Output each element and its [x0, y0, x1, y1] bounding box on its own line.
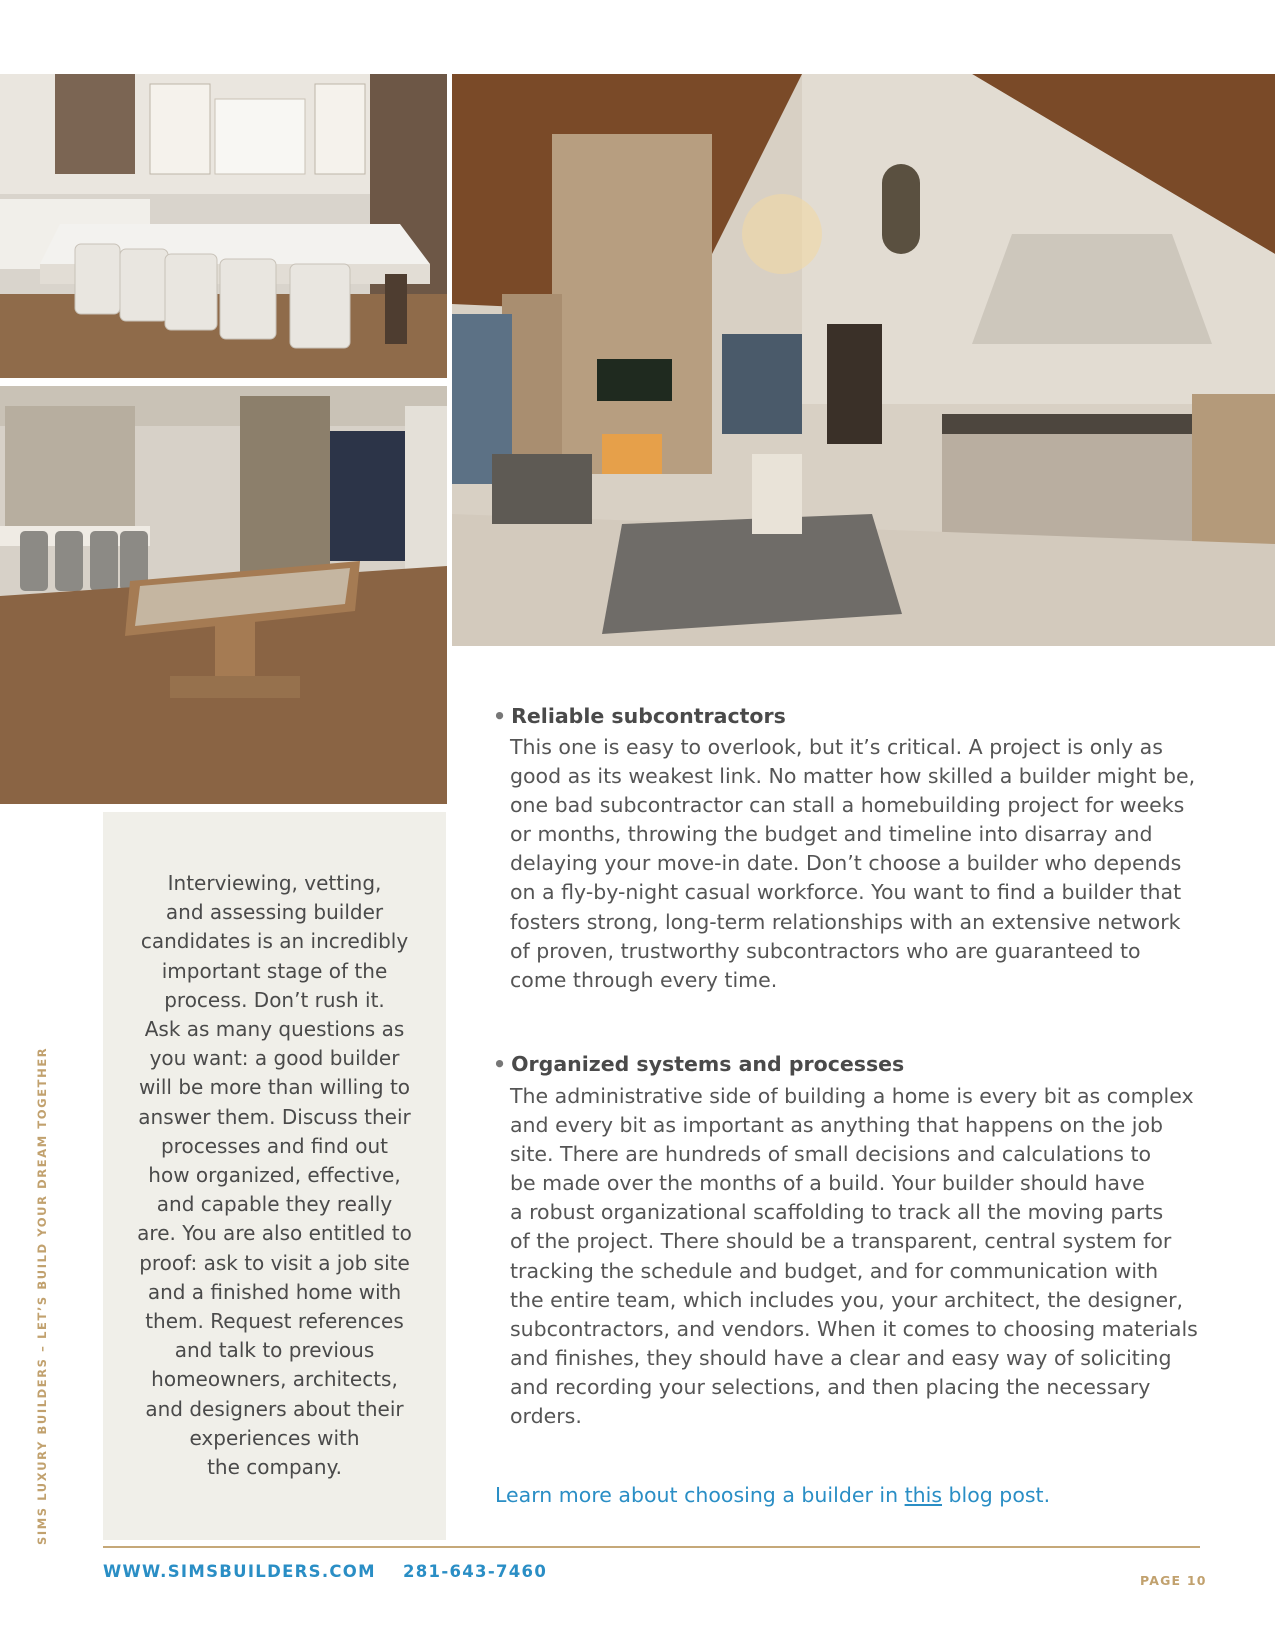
blog-link-prefix: Learn more about choosing a builder in: [495, 1483, 905, 1507]
bullet-body-subcontractors: This one is easy to overlook, but it’s critical. A project is only as good as its weakest link. No matter how skilled a builder might be, one bad subcontractor can stall a homebuilding project for weeks or months, throwing the budget and timeline into disarray and delaying your move-in date. Don’t choose a builder who depends on a fly-by-night casual workforce. You want to find a builder that fosters strong, long-term relationships with an extensive network of proven, trustworthy subcontractors who are guaranteed to come through every time.: [510, 735, 1196, 992]
billiards-room-photo: [0, 386, 447, 804]
bullet-title-systems: [493, 1052, 904, 1076]
footer-website-link[interactable]: WWW.SIMSBUILDERS.COM: [103, 1562, 376, 1581]
bullet-title-text: Organized systems and processes: [511, 1052, 905, 1076]
kitchen-photo: [0, 74, 447, 378]
bullet-marker: •: [493, 704, 507, 728]
footer-phone-number[interactable]: 281-643-7460: [403, 1562, 548, 1581]
outdoor-living-photo: [452, 74, 1275, 646]
vertical-tagline: SIMS LUXURY BUILDERS – LET’S BUILD YOUR DREAM TOGETHER: [35, 1046, 49, 1545]
sidebar-callout-text: Interviewing, vetting, and assessing builder candidates is an incredibly important stage of the process. Don’t rush it. Ask as many questions as you want: a good builder will be more than willing to answer them. Discuss their processes and find out how organized, effective, and capable they really are. You are also entitled to proof: ask to visit a job site and a finished home with them. Request references and talk to previous homeowners, architects, and designers about their experiences with the company.: [137, 871, 412, 1480]
bullet-marker: •: [493, 1052, 507, 1076]
page-number: PAGE 10: [1140, 1573, 1207, 1588]
blog-link-suffix: blog post.: [942, 1483, 1051, 1507]
bullet-title-text: Reliable subcontractors: [511, 704, 786, 728]
blog-link-line: [495, 1483, 1050, 1507]
blog-post-link[interactable]: this: [904, 1483, 943, 1507]
footer-divider: [103, 1546, 1200, 1548]
bullet-title-subcontractors: [493, 704, 786, 728]
sidebar-callout-box: [103, 812, 446, 1540]
bullet-body-systems: The administrative side of building a home is every bit as complex and every bit as important as anything that happens on the job site. There are hundreds of small decisions and calculations to be made over the months of a build. Your builder should have a robust organizational scaffolding to track all the moving parts of the project. There should be a transparent, central system for tracking the schedule and budget, and for communication with the entire team, which includes you, your architect, the designer, subcontractors, and vendors. When it comes to choosing materials and finishes, they should have a clear and easy way of soliciting and recording your selections, and then placing the necessary orders.: [510, 1084, 1198, 1429]
